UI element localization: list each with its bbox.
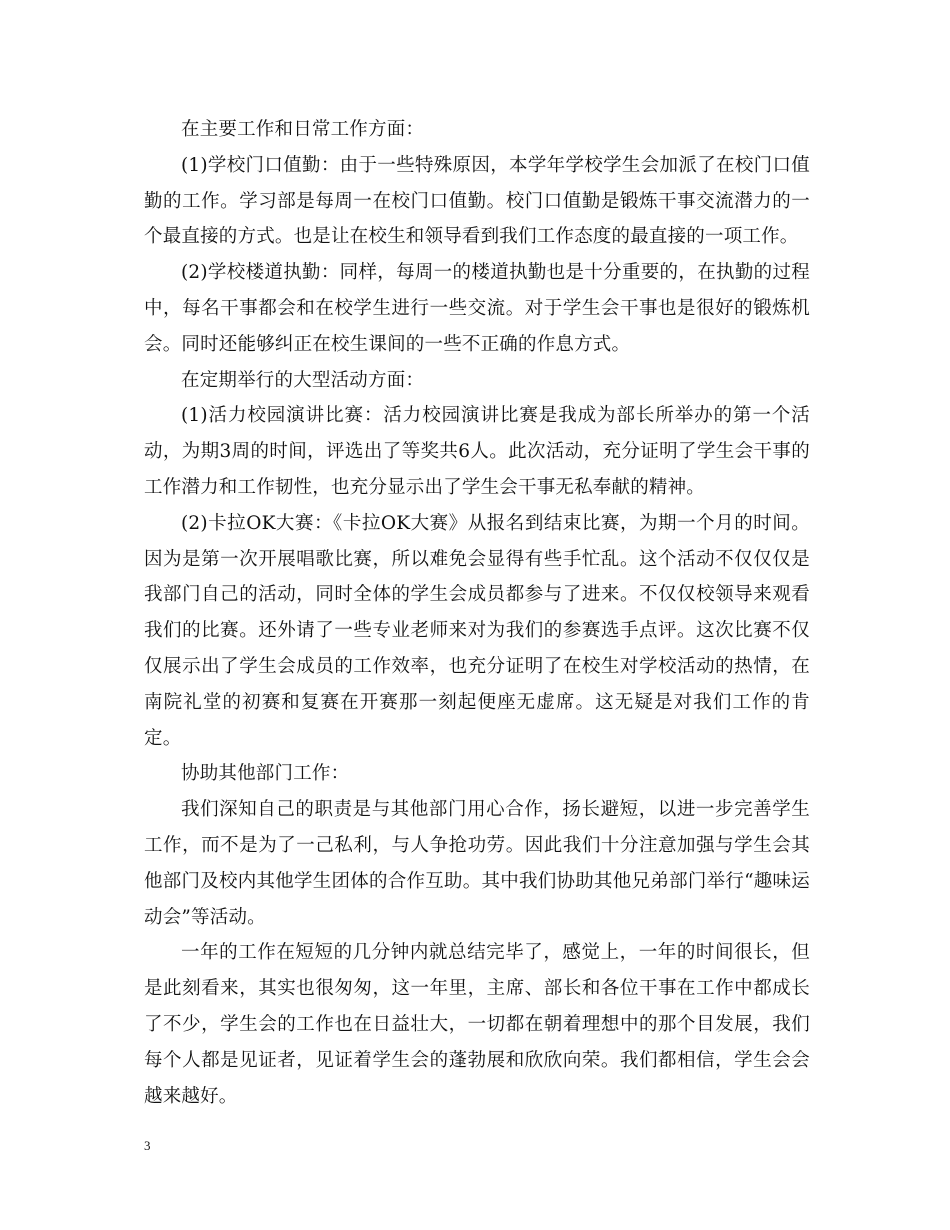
document-body: [144, 112, 810, 1114]
paragraph-cooperation: 我们深知自己的职责是与其他部门用心合作，扬长避短，以进一步完善学生工作，而不是为了一己私利，与人争抢功劳。因此我们十分注意加强与学生会其他部门及校内其他学生团体的合作互助。其中我们协助其他兄弟部门举行“趣味运动会”等活动。: [144, 799, 810, 928]
page-number: 3: [144, 1138, 151, 1153]
paragraph-events-heading: 在定期举行的大型活动方面：: [181, 369, 425, 391]
paragraph-speech-contest: (1)活力校园演讲比赛：活力校园演讲比赛是我成为部长所举办的第一个活动，为期3周的时间，评选出了等奖共6人。此次活动，充分证明了学生会干事的工作潜力和工作韧性，也充分显示出了学生会干事无私奉献的精神。: [144, 405, 810, 498]
paragraph-gate-duty: (1)学校门口值勤：由于一些特殊原因，本学年学校学生会加派了在校门口值勤的工作。学习部是每周一在校门口值勤。校门口值勤是锻炼干事交流潜力的一个最直接的方式。也是让在校生和领导看到我们工作态度的最直接的一项工作。: [144, 154, 810, 248]
paragraph-summary: 一年的工作在短短的几分钟内就总结完毕了，感觉上，一年的时间很长，但是此刻看来，其实也很匆匆，这一年里，主席、部长和各位干事在工作中都成长了不少，学生会的工作也在日益壮大，一切都在朝着理想中的那个目发展，我们每个人都是见证者，见证着学生会的蓬勃展和欣欣向荣。我们都相信，学生会会越来越好。: [144, 942, 810, 1107]
paragraph-main-work-heading: 在主要工作和日常工作方面：: [181, 119, 425, 140]
paragraph-corridor-duty: (2)学校楼道执勤：同样，每周一的楼道执勤也是十分重要的，在执勤的过程中，每名干事都会和在校学生进行一些交流。对于学生会干事也是很好的锻炼机会。同时还能够纠正在校生课间的一些不正确的作息方式。: [144, 262, 810, 355]
paragraph-assist-heading: 协助其他部门工作：: [181, 763, 350, 785]
paragraph-karaoke-contest: (2)卡拉OK大赛：《卡拉OK大赛》从报名到结束比赛，为期一个月的时间。因为是第一次开展唱歌比赛，所以难免会显得有些手忙乱。这个活动不仅仅仅是我部门自己的活动，同时全体的学生会成员都参与了进来。不仅仅校领导来观看我们的比赛。还外请了一些专业老师来对为我们的参赛选手点评。这次比赛不仅仅展示出了学生会成员的工作效率，也充分证明了在校生对学校活动的热情，在南院礼堂的初赛和复赛在开赛那一刻起便座无虚席。这无疑是对我们工作的肯定。: [144, 512, 810, 749]
